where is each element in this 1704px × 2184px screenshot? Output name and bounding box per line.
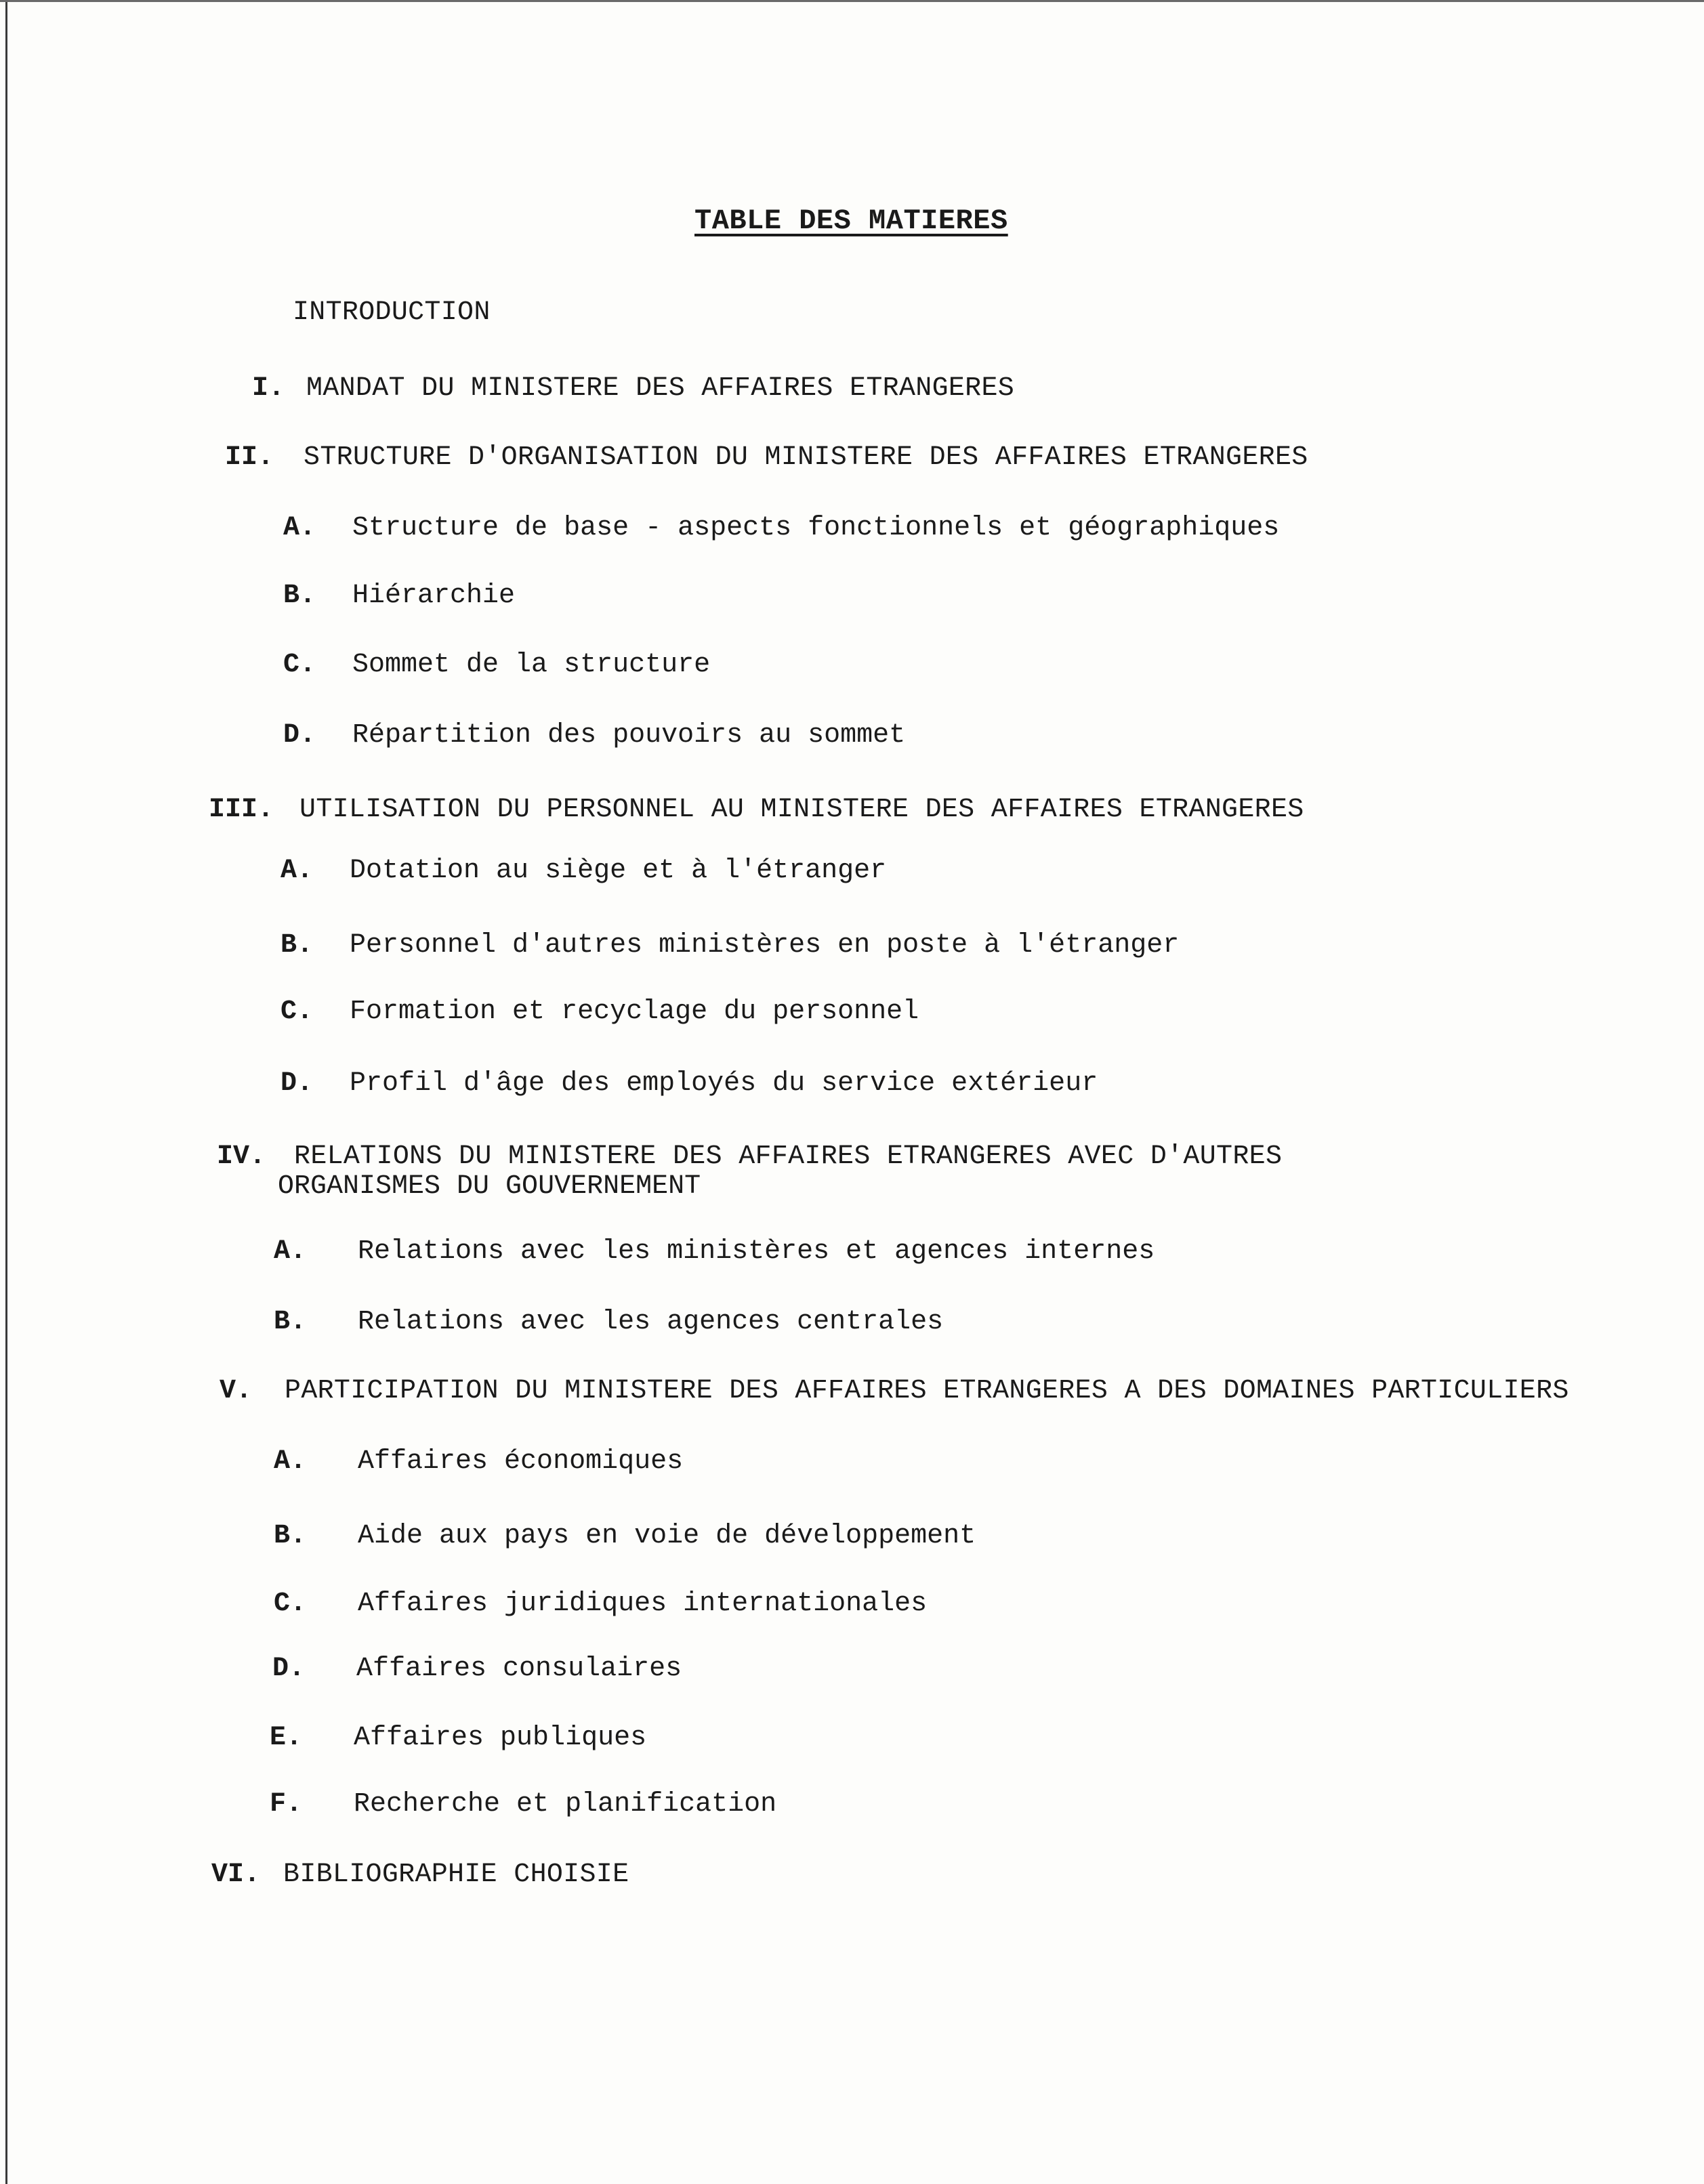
toc-item-letter: A. <box>280 856 314 886</box>
toc-section-title-continued: ORGANISMES DU GOUVERNEMENT <box>278 1171 701 1202</box>
toc-item-text: Hiérarchie <box>352 581 516 611</box>
toc-item-text: Recherche et planification <box>354 1789 777 1820</box>
toc-item-letter: B. <box>274 1307 307 1337</box>
toc-introduction <box>293 297 491 329</box>
toc-item-letter: A. <box>274 1236 307 1267</box>
toc-item-text: Affaires économiques <box>358 1446 684 1477</box>
toc-section-title: STRUCTURE D'ORGANISATION DU MINISTERE DES AFFAIRES ETRANGERES <box>304 442 1308 473</box>
toc-section-number: III. <box>208 795 274 825</box>
toc-item-2d <box>283 719 905 752</box>
toc-section-5 <box>210 1375 1569 1408</box>
toc-item-text: Personnel d'autres ministères en poste à l'étranger <box>350 930 1180 961</box>
toc-section-title: UTILISATION DU PERSONNEL AU MINISTERE DES AFFAIRES ETRANGERES <box>299 795 1304 825</box>
toc-section-2 <box>203 442 1308 474</box>
toc-item-letter: C. <box>274 1589 307 1619</box>
toc-item-letter: C. <box>283 650 316 680</box>
toc-section-4 <box>201 1141 1282 1173</box>
toc-item-letter: D. <box>272 1654 306 1684</box>
toc-item-text: Affaires publiques <box>354 1723 647 1753</box>
toc-item-5c <box>274 1588 927 1620</box>
toc-item-5b <box>274 1520 976 1553</box>
page-edge-top <box>0 0 1704 2</box>
toc-item-letter: C. <box>280 996 314 1027</box>
toc-item-4a <box>274 1236 1155 1268</box>
toc-item-text: Relations avec les agences centrales <box>358 1307 944 1337</box>
toc-item-2b <box>283 580 515 612</box>
toc-section-number: IV. <box>216 1141 266 1172</box>
toc-item-5e <box>270 1722 646 1755</box>
toc-item-5d <box>272 1653 682 1685</box>
toc-item-text: Affaires consulaires <box>356 1654 682 1684</box>
toc-item-letter: A. <box>283 513 316 543</box>
toc-item-text: Formation et recyclage du personnel <box>350 996 919 1027</box>
toc-item-text: Profil d'âge des employés du service extérieur <box>350 1068 1098 1099</box>
toc-item-5a <box>274 1446 683 1478</box>
toc-item-2c <box>283 649 710 681</box>
toc-section-6 <box>196 1859 629 1891</box>
toc-introduction-text: INTRODUCTION <box>293 297 491 328</box>
toc-item-letter: B. <box>280 930 314 961</box>
toc-item-3c <box>280 996 919 1028</box>
toc-section-title: BIBLIOGRAPHIE CHOISIE <box>283 1860 629 1890</box>
toc-section-number: VI. <box>211 1860 260 1890</box>
toc-section-1 <box>203 373 1014 405</box>
toc-item-letter: D. <box>283 720 316 751</box>
page-title: TABLE DES MATIERES <box>694 205 1008 237</box>
toc-item-text: Structure de base - aspects fonctionnels et géographiques <box>352 513 1280 543</box>
toc-section-title: RELATIONS DU MINISTERE DES AFFAIRES ETRANGERES AVEC D'AUTRES <box>294 1141 1283 1172</box>
toc-item-text: Affaires juridiques internationales <box>358 1589 928 1619</box>
toc-item-letter: A. <box>274 1446 307 1477</box>
toc-item-3a <box>280 855 886 887</box>
toc-section-number: I. <box>251 373 285 404</box>
toc-item-3b <box>280 929 1179 962</box>
toc-section-3 <box>201 794 1304 826</box>
toc-section-number: V. <box>219 1376 252 1406</box>
toc-section-number: II. <box>224 442 274 473</box>
toc-item-3d <box>280 1068 1098 1100</box>
toc-item-text: Aide aux pays en voie de développement <box>358 1521 976 1551</box>
toc-item-letter: B. <box>274 1521 307 1551</box>
toc-item-text: Répartition des pouvoirs au sommet <box>352 720 906 751</box>
toc-item-text: Dotation au siège et à l'étranger <box>350 856 887 886</box>
toc-item-text: Relations avec les ministères et agences internes <box>358 1236 1155 1267</box>
toc-item-text: Sommet de la structure <box>352 650 711 680</box>
toc-item-letter: F. <box>270 1789 303 1820</box>
toc-item-letter: D. <box>280 1068 314 1099</box>
toc-item-5f <box>270 1788 776 1821</box>
toc-section-title: MANDAT DU MINISTERE DES AFFAIRES ETRANGERES <box>306 373 1015 404</box>
toc-section-title: PARTICIPATION DU MINISTERE DES AFFAIRES ETRANGERES A DES DOMAINES PARTICULIERS <box>285 1376 1569 1406</box>
toc-item-letter: E. <box>270 1723 303 1753</box>
toc-item-2a <box>283 512 1279 545</box>
toc-item-4b <box>274 1306 943 1339</box>
page-edge-left <box>5 0 7 2184</box>
toc-item-letter: B. <box>283 581 316 611</box>
